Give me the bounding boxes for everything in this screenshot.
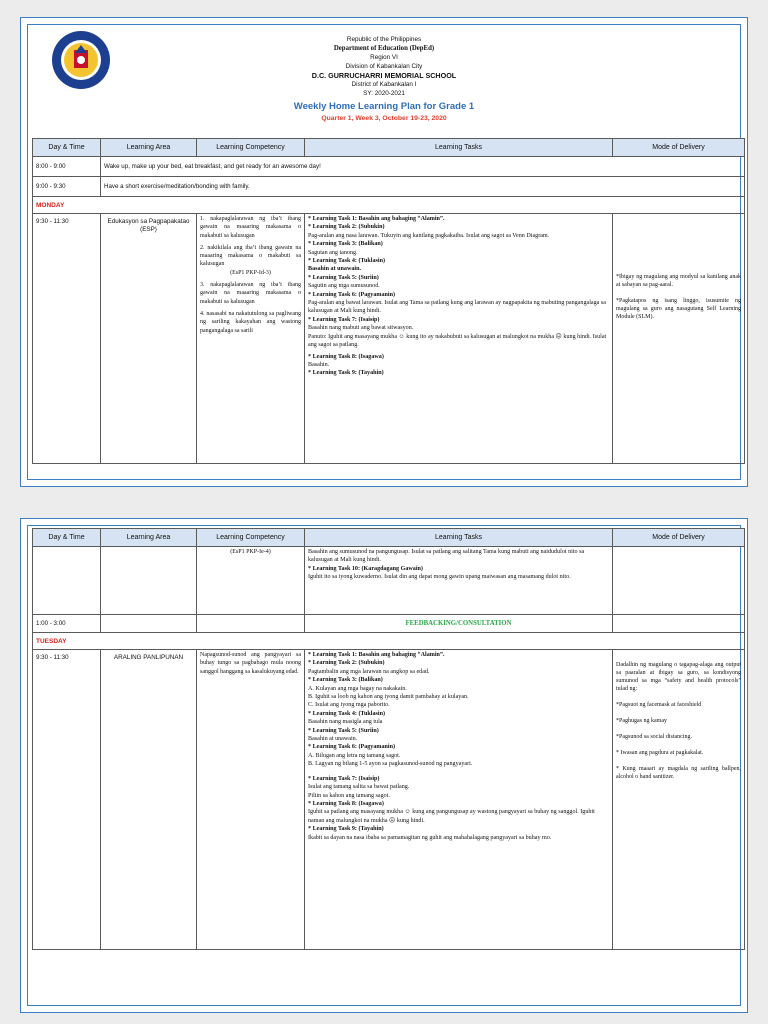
learning-area-ap: ARALING PANLIPUNAN xyxy=(101,650,197,950)
col-mode-of-delivery: Mode of Delivery xyxy=(613,529,745,547)
plan-table-page-2 xyxy=(32,528,745,950)
competency-code: (EsP1 PKP-Id-3) xyxy=(230,269,271,276)
task-line: Pag-aralan ang bawat larawan. Isulat ang Tama sa patlang kung ang larawan ay nagpapakita ng mabuting pangangalaga sa kalusugan at Mali kung hindi. xyxy=(308,300,606,315)
row-activity: Wake up, make up your bed, eat breakfast, and get ready for an awesome day! xyxy=(101,157,745,177)
empty-cell xyxy=(197,615,305,633)
task-line: * Learning Task 2: (Subukin) xyxy=(308,660,385,667)
task-line: Panuto: Iguhit ang masayang mukha ☺ kung ito ay nakabubuti sa kalusugan at malungkot na mukha ☹ kung hindi. Isulat ang sagot sa patlang. xyxy=(308,333,607,349)
task-line: * Learning Task 8: (Isagawa) xyxy=(308,800,384,807)
mode-of-delivery-cell xyxy=(613,650,745,950)
task-line: * Learning Task 9: (Tayahin) xyxy=(308,370,384,377)
header-school-year: SY: 2020-2021 xyxy=(363,90,405,97)
task-line: * Learning Task 2: (Subukin) xyxy=(308,224,385,231)
task-line: Isulat ang tamang salita sa bawat patlang. xyxy=(308,784,410,791)
day-label-monday: MONDAY xyxy=(33,197,745,214)
task-line: Ikabit sa dayan na nasa ibaba sa pamamagitan ng guhit ang mahahalagang pangyayari sa buhay mo. xyxy=(308,834,552,841)
empty-cell xyxy=(613,615,745,633)
col-mode-of-delivery: Mode of Delivery xyxy=(613,139,745,157)
col-learning-area: Learning Area xyxy=(101,139,197,157)
col-learning-competency: Learning Competency xyxy=(197,139,305,157)
learning-competency-cell xyxy=(197,214,305,464)
row-time: 9:30 - 11:30 xyxy=(33,214,101,464)
task-line: * Learning Task 4: (Tuklasin) xyxy=(308,710,385,717)
task-line: Sagutan ang tanong. xyxy=(308,249,358,256)
task-line: Piliin sa kahon ang tamang sagot. xyxy=(308,792,390,799)
task-line: Sagutin ang mga sumusunod. xyxy=(308,283,380,290)
task-line: * Learning Task 7: (Isaisip) xyxy=(308,775,380,782)
header-district: District of Kabankalan I xyxy=(351,81,417,88)
task-line: * Learning Task 8: (Isagawa) xyxy=(308,353,384,360)
task-line: Basahin nang mabuti ang bawat sitwasyon. xyxy=(308,325,414,332)
row-activity: Have a short exercise/meditation/bonding with family. xyxy=(101,177,745,197)
page-1-frame xyxy=(27,24,741,480)
mode-of-delivery-cell xyxy=(613,214,745,464)
task-line: B. Iguhit sa loob ng kahon ang iyong damit pambahay at kulayan. xyxy=(308,694,469,701)
mode-item: Dadalhin ng magulang o tagapag-alaga ang output sa paaralan at ibigay sa guro, sa kondisyong sumunod sa mga “safety and health protocols” tulad ng: xyxy=(616,662,741,692)
page-1 xyxy=(20,17,748,487)
mode-item: * Kung maaari ay magdala ng sariling ballpen, alcohol o hand sanitizer. xyxy=(616,766,741,780)
mode-item: *Pagkatapos ng isang linggo, isusumite ng magulang sa guro ang nasagutang Self Learning Module (SLM). xyxy=(616,298,741,320)
task-line: Iguhit ito sa iyong kuwaderno. Isulat din ang dapat mong gawin upang maiwasan ang masamang dulot nito. xyxy=(308,574,571,581)
document-header xyxy=(28,25,740,133)
mode-item: *Pagsunod sa social distancing. xyxy=(616,734,692,740)
page-2-frame xyxy=(27,525,741,1006)
header-department: Department of Education (DepEd) xyxy=(333,45,435,52)
day-row xyxy=(33,197,745,214)
task-line: Basahin. xyxy=(308,361,330,368)
table-row xyxy=(33,214,745,464)
task-line: * Learning Task 5: (Suriin) xyxy=(308,274,379,281)
col-learning-tasks: Learning Tasks xyxy=(305,139,613,157)
task-line: * Learning Task 3: (Balikan) xyxy=(308,241,383,248)
task-line: Basahin ang sumusunod na pangungusap. Isulat sa patlang ang salitang Tama kung mabuti ang naidudulot nito sa kalusugan at Mali kung hindi. xyxy=(308,549,585,564)
competency-code: (EsP1 PKP-Ie-4) xyxy=(197,547,305,615)
col-day-time: Day & Time xyxy=(33,139,101,157)
learning-competency-cell: Napagsunod-sunod ang pangyayari sa buhay tungo sa pagbabago mula noong sanggol hanggang sa kasalukuyang edad. xyxy=(197,650,305,950)
learning-tasks-cell xyxy=(305,547,613,615)
header-region: Region VI xyxy=(370,54,398,61)
mode-item: * Iwasan ang pagdura at pagkakalat. xyxy=(616,750,704,756)
table-row xyxy=(33,615,745,633)
table-row xyxy=(33,650,745,950)
mode-item: *Paghugas ng kamay xyxy=(616,718,667,724)
task-line: B. Lagyan ng bilang 1-5 ayon sa pagkasunod-sunod ng pangyayari. xyxy=(308,761,473,768)
task-line: * Learning Task 6: (Pagyamanin) xyxy=(308,291,396,298)
row-time: 9:00 - 9:30 xyxy=(33,177,101,197)
task-line: A. Kulayan ang mga bagay na nakakain. xyxy=(308,685,407,692)
learning-tasks-cell xyxy=(305,650,613,950)
row-time: 9:30 - 11:30 xyxy=(33,650,101,950)
task-line: A. Bilugan ang letra ng tamang sagot. xyxy=(308,752,401,759)
row-time: 1:00 - 3:00 xyxy=(33,615,101,633)
task-line: * Learning Task 5: (Suriin) xyxy=(308,727,379,734)
plan-table-page-1 xyxy=(32,138,745,464)
learning-area-esp: Edukasyon sa Pagpapakatao (ESP) xyxy=(101,214,197,464)
task-line: * Learning Task 9: (Tayahin) xyxy=(308,826,384,833)
table-row xyxy=(33,157,745,177)
task-line: * Learning Task 6: (Pagyamanin) xyxy=(308,744,396,751)
task-line: Basahin nang masigla ang tula xyxy=(308,719,383,726)
table-header-row xyxy=(33,529,745,547)
empty-cell xyxy=(613,547,745,615)
task-line: Basahin at unawain. xyxy=(308,266,362,273)
table-header-row xyxy=(33,139,745,157)
day-label-tuesday: TUESDAY xyxy=(33,633,745,650)
page-2 xyxy=(20,518,748,1013)
competency-item: 4. nasasabi na nakatutulong sa pagliwang ng sariling kakayahan ang wastong pangangalaga sa sarili xyxy=(200,310,301,334)
competency-item: 2. nakikilala ang iba’t ibang gawain na maaaring makasama o makabuti sa kalusugan xyxy=(200,244,301,268)
task-line: * Learning Task 7: (Isaisip) xyxy=(308,316,380,323)
col-learning-tasks: Learning Tasks xyxy=(305,529,613,547)
plan-title: Weekly Home Learning Plan for Grade 1 xyxy=(293,101,475,112)
day-row xyxy=(33,633,745,650)
learning-tasks-cell xyxy=(305,214,613,464)
task-line: Iguhit sa patlang ang masayang mukha ☺ kung ang pangungusap ay wastong pangyayari sa buhay ng sanggol. Iguhit naman ang malungkot na mukha ☹ kung hindi. xyxy=(308,809,595,824)
competency-item: 1. nakapaglalarawan ng iba’t ibang gawain na maaaring makasama o makabuti sa kalusugan xyxy=(200,216,301,239)
task-line: C. Isulat ang iyong mga paborito. xyxy=(308,702,390,709)
mode-item: *Pagsuot ng facemask at faceshield xyxy=(616,702,702,708)
task-line: Pagtambalin ang mga larawan na angkop sa edad. xyxy=(308,668,430,675)
empty-cell xyxy=(101,615,197,633)
header-republic: Republic of the Philippines xyxy=(346,36,422,43)
table-row xyxy=(33,177,745,197)
header-division: Division of Kabankalan City xyxy=(345,63,423,70)
task-line: Basahin at unawain. xyxy=(308,736,358,743)
task-line: * Learning Task 1: Basahin ang bahaging “Alamin”. xyxy=(308,652,445,658)
empty-cell xyxy=(33,547,101,615)
col-learning-area: Learning Area xyxy=(101,529,197,547)
col-learning-competency: Learning Competency xyxy=(197,529,305,547)
task-line: * Learning Task 10: (Karagdagang Gawain) xyxy=(308,565,423,572)
empty-cell xyxy=(101,547,197,615)
task-line: * Learning Task 4: (Tuklasin) xyxy=(308,258,385,265)
plan-quarter: Quarter 1, Week 3, October 19-23, 2020 xyxy=(321,115,447,122)
table-row xyxy=(33,547,745,615)
feedback-label: FEEDBACKING/CONSULTATION xyxy=(305,615,613,633)
row-time: 8:00 - 9:00 xyxy=(33,157,101,177)
task-line: Pag-aralan ang nasa larawan. Tukuyin ang kanilang pagkakaiba. Isulat ang sagot sa Venn Diagram. xyxy=(308,232,550,239)
header-school: D.C. GURRUCHARRI MEMORIAL SCHOOL xyxy=(311,71,457,80)
col-day-time: Day & Time xyxy=(33,529,101,547)
competency-item: 3. nakapaglalarawan ng iba’t ibang gawain na maaaring makasama o makabuti sa kalusugan xyxy=(200,282,301,305)
mode-item: *Ibigay ng magulang ang modyul sa kanilang anak at sabayan sa pag-aaral. xyxy=(616,274,741,288)
task-line: * Learning Task 1: Basahin ang bahaging “Alamin”. xyxy=(308,216,445,222)
task-line: * Learning Task 3: (Balikan) xyxy=(308,677,383,684)
